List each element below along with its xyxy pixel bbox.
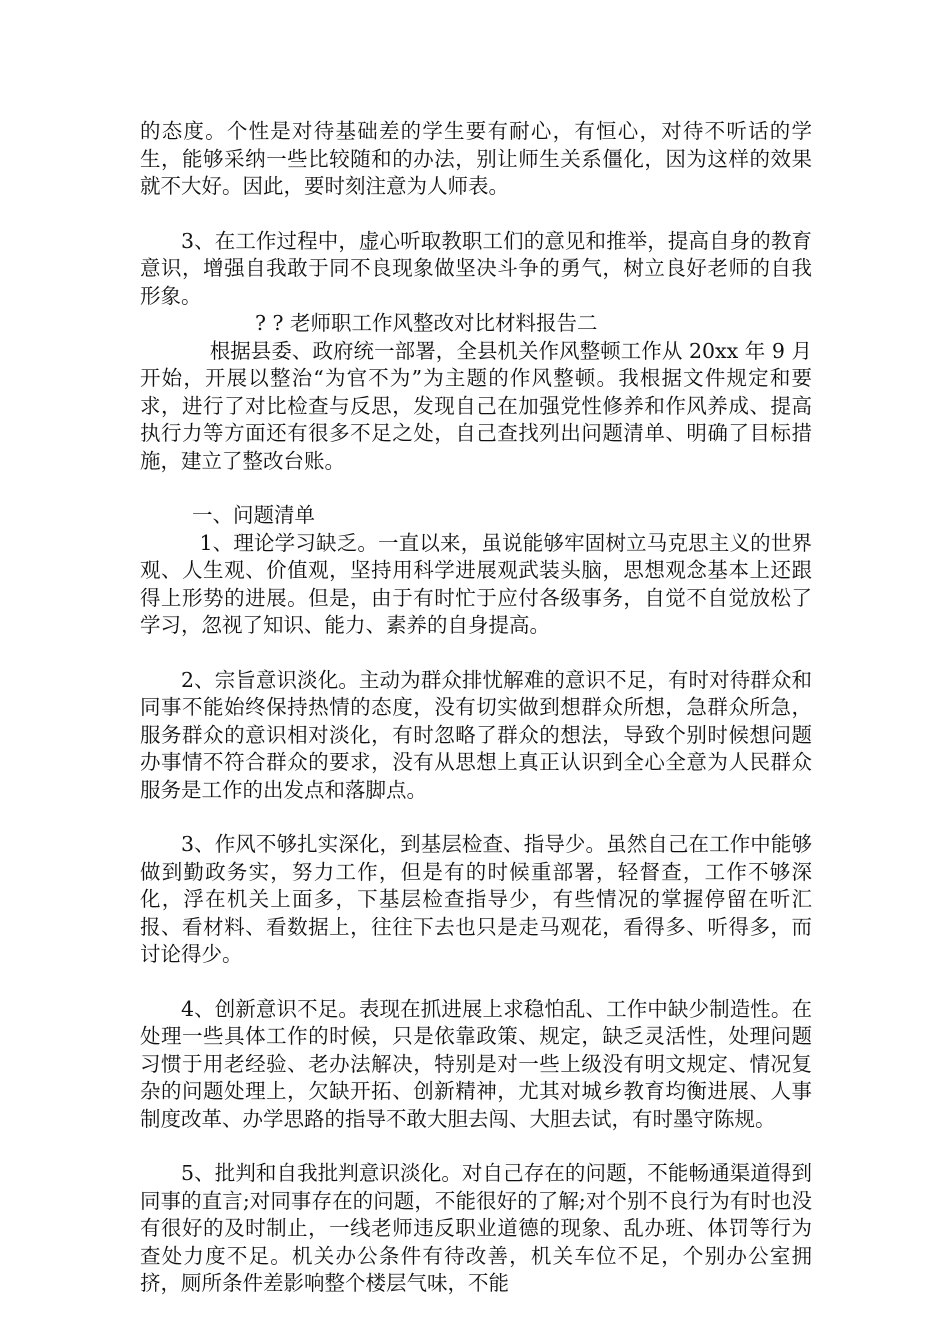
paragraph-item-3-style: 3、作风不够扎实深化，到基层检查、指导少。虽然自己在工作中能够做到勤政务实，努力工作，但是有的时候重部署，轻督查，工作不够深化，浮在机关上面多，下基层检查指导少，有些情况的掌握停留在听汇报、看材料、看数据上，往往下去也只是走马观花，看得多、听得多，而讨论得少。 <box>140 832 812 966</box>
paragraph-item-1-theory: 1、理论学习缺乏。一直以来，虽说能够牢固树立马克思主义的世界观、人生观、价值观，坚持用科学进展观武装头脑，思想观念基本上还跟得上形势的进展。但是，由于有时忙于应付各级事务，自觉不自觉放松了学习，忽视了知识、能力、素养的自身提高。 <box>140 530 812 637</box>
report-title: ? ? 老师职工作风整改对比材料报告二 <box>255 311 598 335</box>
paragraph-intro: 根据县委、政府统一部署，全县机关作风整顿工作从 20xx 年 9 月开始，开展以整治“为官不为”为主题的作风整顿。我根据文件规定和要求，进行了对比检查与反思，发现自己在加强党性修养和作风养成、提高执行力等方面还有很多不足之处，自己查找列出问题清单、明确了目标措施，建立了整改台账。 <box>140 338 812 473</box>
paragraph-gap <box>140 475 812 502</box>
paragraph-item-4-innovation: 4、创新意识不足。表现在抓进展上求稳怕乱、工作中缺少制造性。在处理一些具体工作的时候，只是依靠政策、规定，缺乏灵活性，处理问题习惯于用老经验、老办法解决，特别是对一些上级没有明文规定、情况复杂的问题处理上，欠缺开拓、创新精神，尤其对城乡教育均衡进展、人事制度改革、办学思路的指导不敢大胆去闯、大胆去试，有时墨守陈规。 <box>140 996 812 1131</box>
paragraph-gap <box>140 804 812 831</box>
section-heading-problems: 一、问题清单 <box>192 503 315 527</box>
paragraph-gap <box>140 201 812 228</box>
paragraph-item-5-criticism: 5、批判和自我批判意识淡化。对自己存在的问题，不能畅通渠道得到同事的直言;对同事存在的问题，不能很好的了解;对个别不良行为有时也没有很好的及时制止，一线老师违反职业道德的现象、乱办班、体罚等行为查处力度不足。机关办公条件有待改善，机关车位不足，个别办公室拥挤，厕所条件差影响整个楼层气味，不能 <box>140 1161 812 1295</box>
paragraph-gap <box>140 1133 812 1160</box>
paragraph-gap <box>140 969 812 996</box>
paragraph-gap <box>140 640 812 667</box>
paragraph-item-3-listen: 3、在工作过程中，虚心听取教职工们的意见和推举，提高自身的教育意识，增强自我敢于同不良现象做坚决斗争的勇气，树立良好老师的自我形象。 <box>140 228 812 308</box>
paragraph-attitude: 的态度。个性是对待基础差的学生要有耐心，有恒心，对待不听话的学生，能够采纳一些比较随和的办法，别让师生关系僵化，因为这样的效果就不大好。因此，要时刻注意为人师表。 <box>140 119 812 198</box>
paragraph-item-2-purpose: 2、宗旨意识淡化。主动为群众排忧解难的意识不足，有时对待群众和同事不能始终保持热情的态度，没有切实做到想群众所想，急群众所急，服务群众的意识相对淡化，有时忽略了群众的想法，导致个别时候想问题办事情不符合群众的要求，没有从思想上真正认识到全心全意为人民群众服务是工作的出发点和落脚点。 <box>140 667 812 802</box>
